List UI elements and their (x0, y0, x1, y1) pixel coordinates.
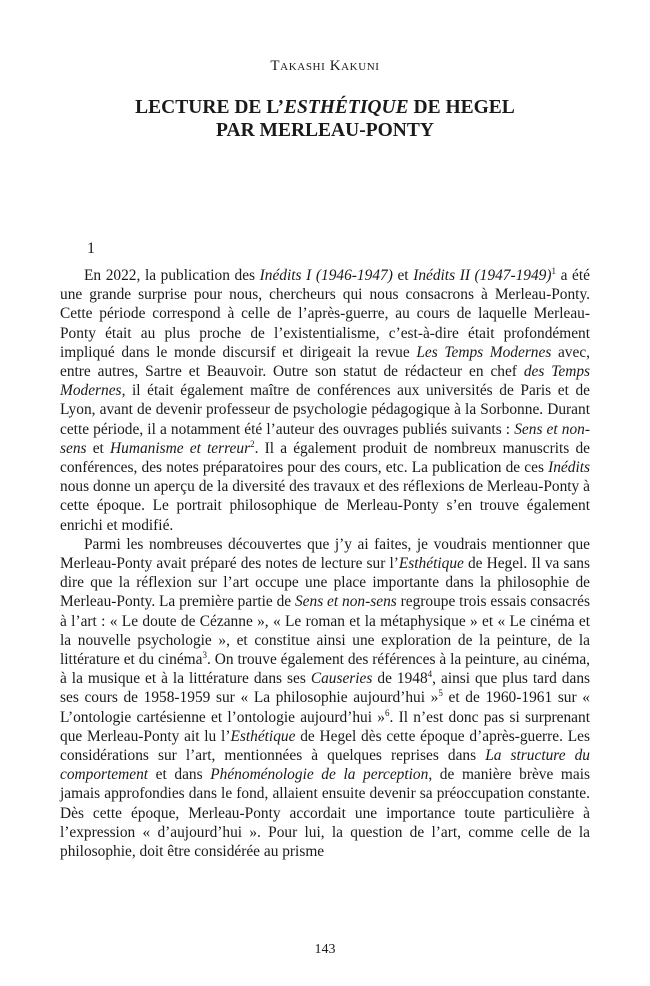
text-run: En 2022, la publication des (84, 267, 260, 284)
text-run: de Hegel. Il va sans dire que la réflexion sur l’art occupe une place importante dans la philosophie de Merleau-Ponty. La première partie de (60, 555, 590, 611)
footnote-ref: 3 (202, 650, 207, 661)
text-run: de 1948 (372, 670, 428, 688)
article-title (60, 96, 590, 142)
italic-text: Esthétique (230, 727, 296, 745)
italic-text: Inédits (548, 459, 590, 477)
paragraph (60, 535, 590, 861)
footnote-ref: 1 (551, 266, 556, 276)
italic-text: Humanisme et terreur (110, 439, 251, 457)
paragraph (60, 266, 590, 535)
title-line-2: PAR MERLEAU-PONTY (216, 120, 434, 141)
text-run: . Il n’est donc pas si surprenant que Merleau-Ponty ait lu l’ (60, 708, 590, 745)
italic-text: Sens et non-sens (60, 420, 590, 457)
text-run: et (392, 267, 414, 284)
title-text-pre: LECTURE DE L’ (135, 97, 284, 118)
text-run: avec, entre autres, Sartre et Beauvoir. Outre son statut de rédacteur en chef (60, 343, 591, 381)
text-run: Parmi les nombreuses découvertes que j’y ai faites, je voudrais mentionner que Merleau-Ponty avait préparé des notes de lecture sur l’ (60, 535, 590, 573)
title-text-italic: ESTHÉTIQUE (284, 97, 409, 118)
footnote-ref: 5 (438, 688, 443, 699)
text-run: , il était également maître de conférences aux universités de Paris et de Lyon, avant de devenir professeur de psychologie pédagogique à la Sorbonne. Durant cette période, il a notamment été l’auteur des ouvrages publiés suivants : (60, 382, 590, 438)
text-run: , de manière brève mais jamais approfondies dans le fond, allaient ensuite devenir sa préoccupation constante. Dès cette époque, Merleau-Ponty accordait une importance toute particulière à l’expression « d’aujourd’hui ». Pour lui, la question de l’art, comme celle de la philosophie, doit être considérée au prisme (60, 766, 590, 861)
page-number: 143 (314, 942, 336, 957)
italic-text: des Temps Modernes (60, 363, 591, 400)
title-line-1 (135, 97, 515, 118)
footnote-ref: 6 (385, 707, 390, 718)
text-run: nous donne un aperçu de la diversité des travaux et des réflexions de Merleau-Ponty à cette époque. Le portrait philosophique de Merleau-Ponty s’en trouve également enrichi et modifié. (60, 478, 590, 534)
title-text-post: DE HEGEL (408, 97, 515, 118)
italic-text: Inédits I (1946-1947) (259, 267, 393, 284)
footnote-ref: 2 (250, 438, 255, 449)
italic-text: Phénoménologie de la perception (210, 766, 429, 784)
text-run: regroupe trois essais consacrés à l’art : « Le doute de Cézanne », « Le roman et la métaphysique » et « Le cinéma et la nouvelle psychologie », et constitue ainsi une exploration de la peinture, de la littérature et du cinéma (60, 593, 590, 669)
italic-text: Inédits II (1947-1949) (413, 267, 552, 284)
italic-text: Esthétique (398, 555, 464, 573)
italic-text: Causeries (310, 670, 373, 688)
text-run: . Il a également produit de nombreux manuscrits de conférences, des notes préparatoires pour des cours, etc. La publication de ces (60, 439, 590, 477)
footnote-ref: 4 (427, 669, 433, 680)
text-run: et de 1960-1961 sur « L’ontologie cartésienne et l’ontologie aujourd’hui » (60, 689, 590, 726)
body-text (60, 266, 590, 861)
section-number: 1 (87, 240, 95, 257)
text-run: , ainsi que plus tard dans ses cours de 1958-1959 sur « La philosophie aujourd’hui » (60, 670, 591, 707)
text-run: et (86, 439, 111, 457)
italic-text: Sens et non-sens (294, 593, 397, 611)
text-run: . On trouve également des références à la peinture, au cinéma, à la musique et à la littérature dans ses (60, 651, 591, 688)
italic-text: La structure du comportement (60, 747, 590, 784)
italic-text: Les Temps Modernes (416, 343, 552, 361)
running-header-author: Takashi Kakuni (270, 58, 380, 74)
text-run: a été une grande surprise pour nous, chercheurs qui nous consacrons à Merleau-Ponty. Cette période correspond à celle de l’après-guerre, au cours de laquelle Merleau-Ponty était au plus proche de l’existentialisme, c’est-à-dire était profondément impliqué dans le monde discursif et dirigeait la revue (60, 267, 590, 361)
text-run: de Hegel dès cette époque d’après-guerre. Les considérations sur l’art, mentionnées à quelques reprises dans (60, 727, 590, 765)
text-run: et dans (148, 766, 211, 784)
